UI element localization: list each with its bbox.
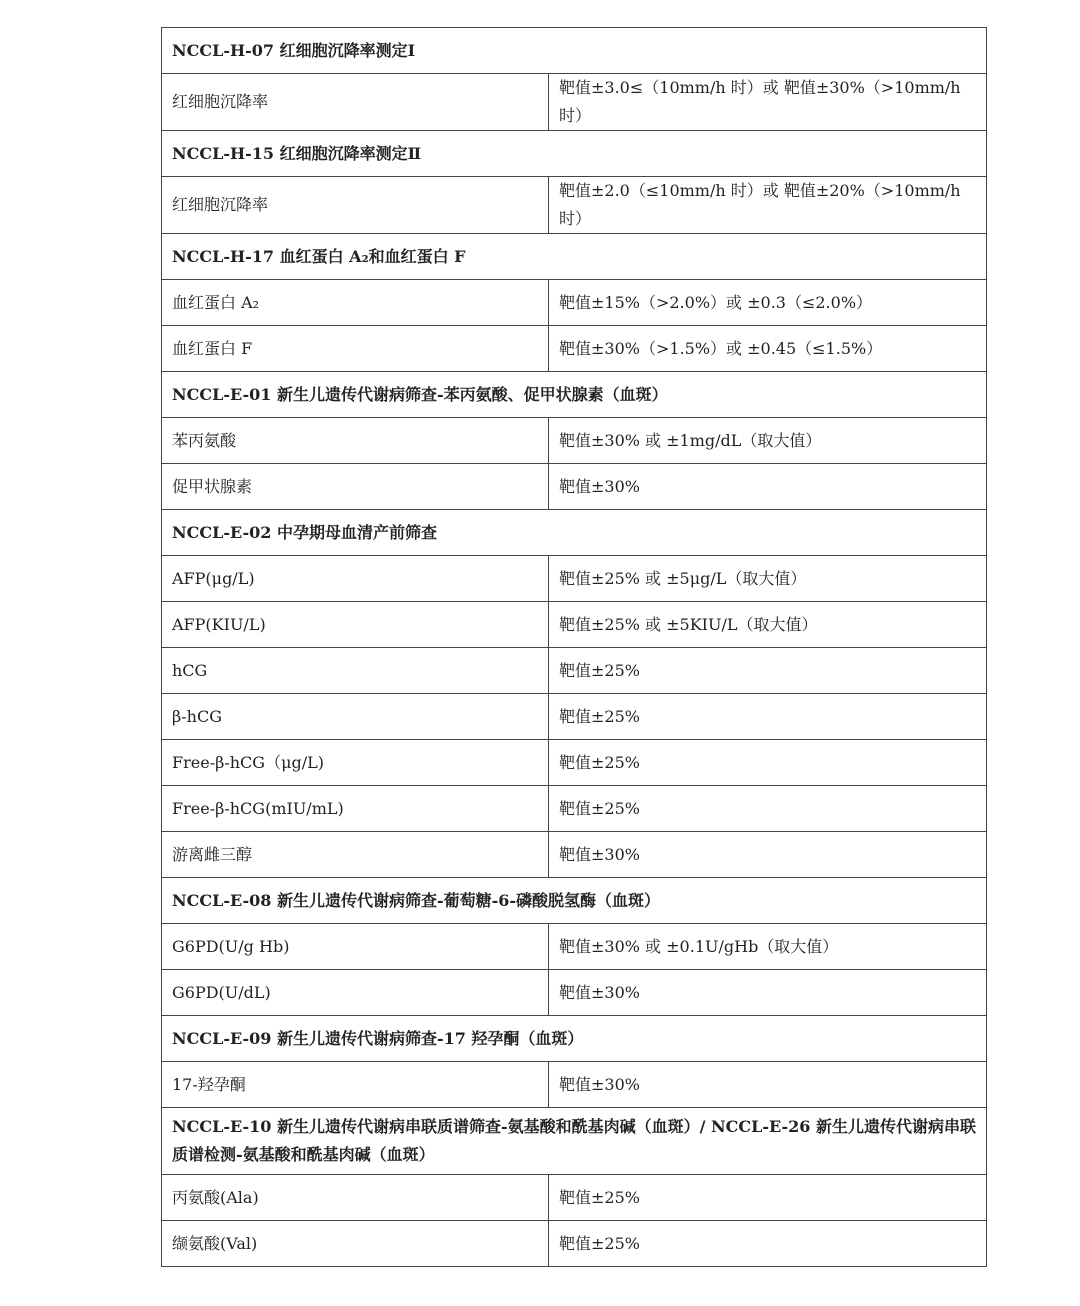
item-cell: AFP(μg/L) (162, 556, 549, 602)
section-header-row (162, 1016, 987, 1062)
criterion-cell: 靶值±25% (549, 648, 987, 694)
item-cell: hCG (162, 648, 549, 694)
table-row (162, 556, 987, 602)
item-cell: G6PD(U/dL) (162, 970, 549, 1016)
section-title: NCCL-E-10 新生儿遗传代谢病串联质谱筛查-氨基酸和酰基肉碱（血斑）/ NCCL-E-26 新生儿遗传代谢病串联质谱检测-氨基酸和酰基肉碱（血斑） (162, 1108, 987, 1175)
criterion-cell: 靶值±25% (549, 1175, 987, 1221)
section-title: NCCL-E-01 新生儿遗传代谢病筛查-苯丙氨酸、促甲状腺素（血斑） (162, 372, 987, 418)
criterion-cell: 靶值±25% 或 ±5KIU/L（取大值） (549, 602, 987, 648)
criteria-table (161, 27, 987, 1267)
section-title: NCCL-E-02 中孕期母血清产前筛查 (162, 510, 987, 556)
table-row (162, 648, 987, 694)
table-row (162, 924, 987, 970)
criterion-cell: 靶值±30% (549, 832, 987, 878)
section-header-row (162, 878, 987, 924)
table-row (162, 74, 987, 131)
table-row (162, 602, 987, 648)
criterion-cell: 靶值±25% (549, 1221, 987, 1267)
item-cell: 血红蛋白 A₂ (162, 280, 549, 326)
item-cell: 红细胞沉降率 (162, 177, 549, 234)
table-row (162, 694, 987, 740)
item-cell: 苯丙氨酸 (162, 418, 549, 464)
item-cell: 17-羟孕酮 (162, 1062, 549, 1108)
section-header-row (162, 510, 987, 556)
item-cell: G6PD(U/g Hb) (162, 924, 549, 970)
criterion-cell: 靶值±30% 或 ±1mg/dL（取大值） (549, 418, 987, 464)
table-row (162, 1221, 987, 1267)
criterion-cell: 靶值±30% 或 ±0.1U/gHb（取大值） (549, 924, 987, 970)
criterion-cell: 靶值±30%（>1.5%）或 ±0.45（≤1.5%） (549, 326, 987, 372)
item-cell: Free-β-hCG(mIU/mL) (162, 786, 549, 832)
item-cell: β-hCG (162, 694, 549, 740)
table-row (162, 1175, 987, 1221)
table-row (162, 970, 987, 1016)
criterion-cell: 靶值±25% 或 ±5μg/L（取大值） (549, 556, 987, 602)
criterion-cell: 靶值±15%（>2.0%）或 ±0.3（≤2.0%） (549, 280, 987, 326)
criterion-cell: 靶值±25% (549, 740, 987, 786)
section-header-row (162, 234, 987, 280)
table-row (162, 786, 987, 832)
section-header-row (162, 1108, 987, 1175)
section-title: NCCL-H-07 红细胞沉降率测定Ⅰ (162, 28, 987, 74)
item-cell: 游离雌三醇 (162, 832, 549, 878)
section-title: NCCL-E-09 新生儿遗传代谢病筛查-17 羟孕酮（血斑） (162, 1016, 987, 1062)
section-title: NCCL-E-08 新生儿遗传代谢病筛查-葡萄糖-6-磷酸脱氢酶（血斑） (162, 878, 987, 924)
section-title: NCCL-H-15 红细胞沉降率测定Ⅱ (162, 131, 987, 177)
item-cell: 缬氨酸(Val) (162, 1221, 549, 1267)
table-row (162, 177, 987, 234)
section-header-row (162, 28, 987, 74)
table-row (162, 832, 987, 878)
table-row (162, 280, 987, 326)
item-cell: 促甲状腺素 (162, 464, 549, 510)
item-cell: 红细胞沉降率 (162, 74, 549, 131)
criterion-cell: 靶值±3.0≤（10mm/h 时）或 靶值±30%（>10mm/h 时） (549, 74, 987, 131)
table-row (162, 1062, 987, 1108)
item-cell: 丙氨酸(Ala) (162, 1175, 549, 1221)
criterion-cell: 靶值±30% (549, 1062, 987, 1108)
table-row (162, 464, 987, 510)
table-row (162, 326, 987, 372)
section-header-row (162, 372, 987, 418)
section-header-row (162, 131, 987, 177)
item-cell: Free-β-hCG（μg/L) (162, 740, 549, 786)
table-row (162, 740, 987, 786)
section-title: NCCL-H-17 血红蛋白 A₂和血红蛋白 F (162, 234, 987, 280)
criterion-cell: 靶值±25% (549, 694, 987, 740)
table-row (162, 418, 987, 464)
item-cell: 血红蛋白 F (162, 326, 549, 372)
item-cell: AFP(KIU/L) (162, 602, 549, 648)
criterion-cell: 靶值±2.0（≤10mm/h 时）或 靶值±20%（>10mm/h 时） (549, 177, 987, 234)
criterion-cell: 靶值±25% (549, 786, 987, 832)
criterion-cell: 靶值±30% (549, 970, 987, 1016)
criterion-cell: 靶值±30% (549, 464, 987, 510)
